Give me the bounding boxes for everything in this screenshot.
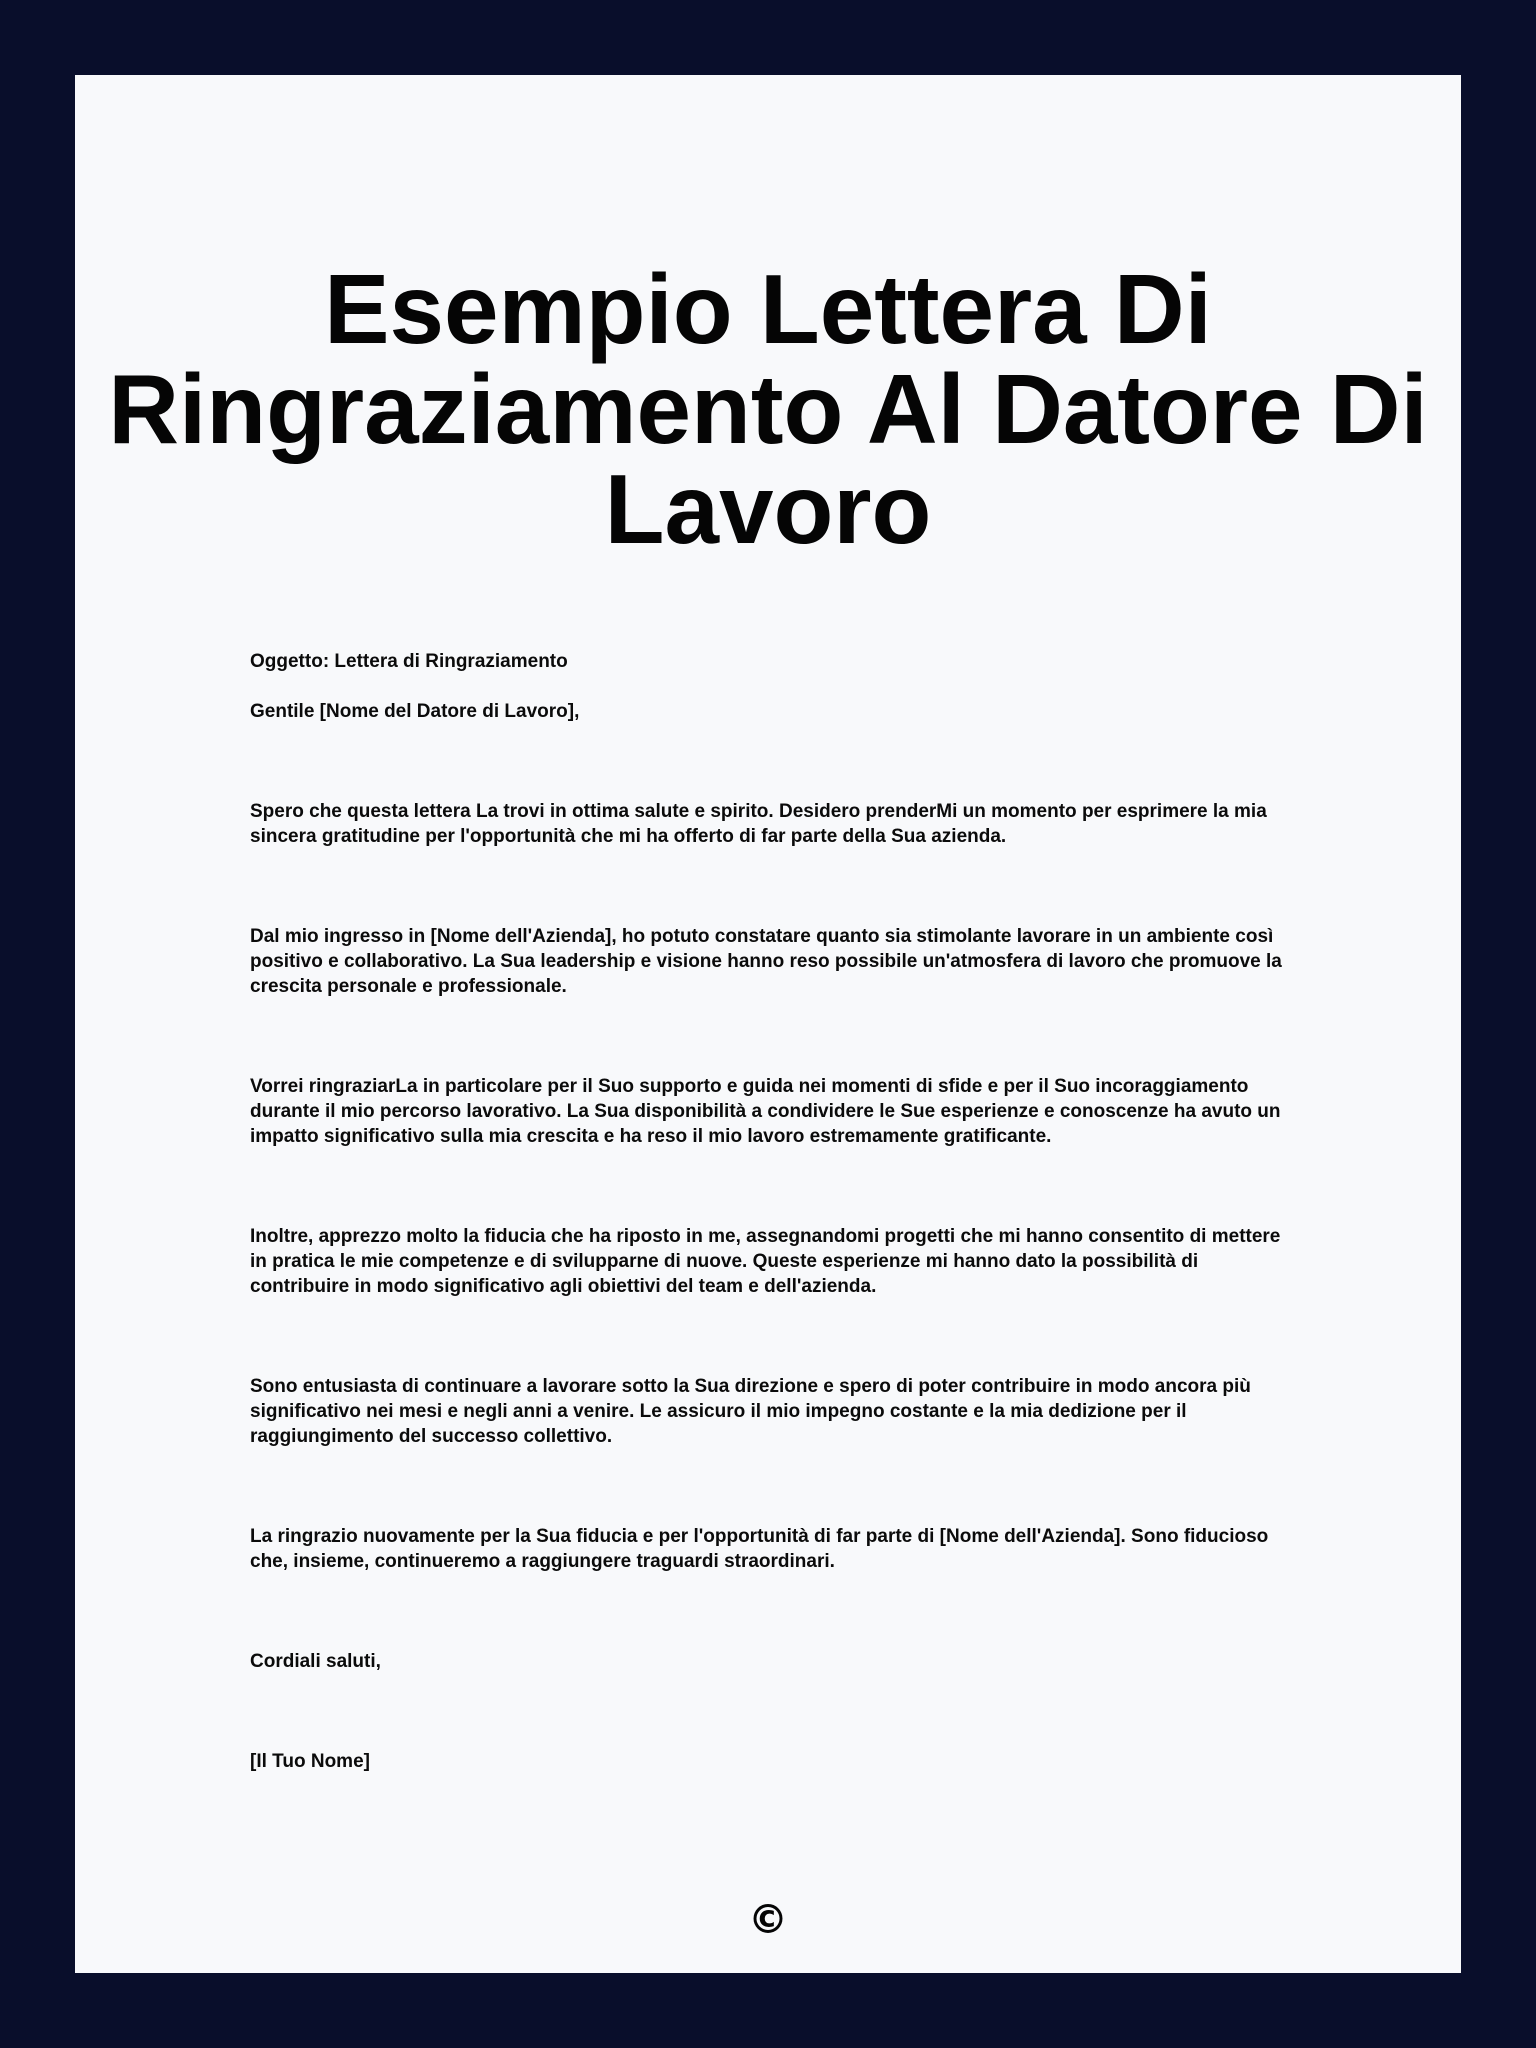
letter-paragraph: Dal mio ingresso in [Nome dell'Azienda], ho potuto constatare quanto sia stimolante lavorare in un ambiente così positivo e collaborativo. La Sua leadership e visione hanno reso possibile un'atmosfera di lavoro che promuove la crescita personale e professionale. (250, 926, 1282, 997)
letter-subject: Oggetto: Lettera di Ringraziamento (250, 651, 568, 672)
letter-closing: Cordiali saluti, (250, 1651, 381, 1672)
copyright-icon: © (748, 1897, 788, 1943)
letter-paragraph: La ringrazio nuovamente per la Sua fiducia e per l'opportunità di far parte di [Nome dell'Azienda]. Sono fiducioso che, insieme, continueremo a raggiungere traguardi straordinari. (250, 1526, 1269, 1572)
letter-paragraph: Sono entusiasta di continuare a lavorare sotto la Sua direzione e spero di poter contribuire in modo ancora più significativo nei mesi e negli anni a venire. Le assicuro il mio impegno costante e la mia dedizione per il raggiungimento del successo collettivo. (250, 1376, 1251, 1447)
letter-paragraph: Vorrei ringraziarLa in particolare per il Suo supporto e guida nei momenti di sfide e per il Suo incoraggiamento durante il mio percorso lavorativo. La Sua disponibilità a condividere le Sue esperienze e conoscenze ha avuto un impatto significativo sulla mia crescita e ha reso il mio lavoro estremamente gratificante. (250, 1076, 1281, 1147)
page-title: Esempio Lettera Di Ringraziamento Al Datore Di Lavoro (108, 254, 1428, 564)
letter-paragraph: Inoltre, apprezzo molto la fiducia che ha riposto in me, assegnandomi progetti che mi hanno consentito di mettere in pratica le mie competenze e di svilupparne di nuove. Queste esperienze mi hanno dato la possibilità di contribuire in modo significativo agli obiettivi del team e dell'azienda. (250, 1226, 1281, 1297)
letter-signature: [Il Tuo Nome] (250, 1751, 370, 1772)
letter-greeting: Gentile [Nome del Datore di Lavoro], (250, 701, 580, 722)
document-page (75, 75, 1461, 1973)
letter-body (250, 649, 1285, 1774)
letter-paragraph: Spero che questa lettera La trovi in ottima salute e spirito. Desidero prenderMi un momento per esprimere la mia sincera gratitudine per l'opportunità che mi ha offerto di far parte della Sua azienda. (250, 801, 1267, 847)
